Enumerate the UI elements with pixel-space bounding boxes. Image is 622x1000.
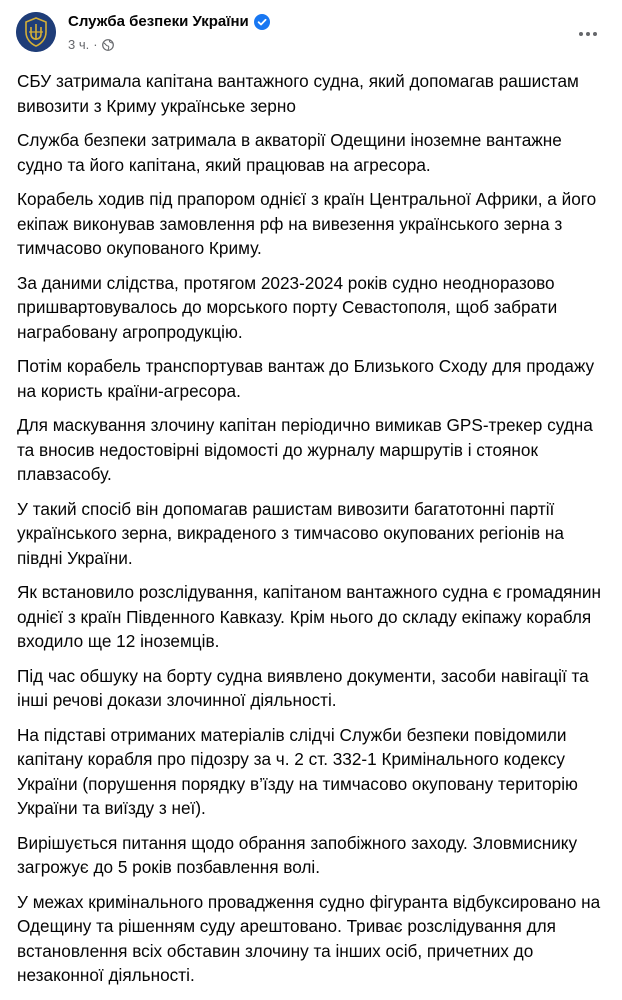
post-paragraph: На підставі отриманих матеріалів слідчі Служби безпеки повідомили капітану корабля про підозру за ч. 2 ст. 332-1 Кримінального кодексу України (порушення порядку в’їзду на тимчасово окуповану територію України та виїзду з неї).	[17, 724, 578, 818]
globe-icon	[102, 39, 114, 51]
post-body	[17, 69, 607, 998]
post-paragraph: Служба безпеки затримала в акваторії Одещини іноземне вантажне судно та його капітана, який працював на агресора.	[17, 130, 562, 175]
post-paragraph: У межах кримінального провадження судно фігуранта відбуксировано на Одещину та рішенням суду арештовано. Триває розслідування для встановлення всіх обставин злочину та інших осіб, причетних до незаконної діяльності.	[17, 891, 601, 985]
post-paragraph: Як встановило розслідування, капітаном вантажного судна є громадянин однієї з країн Південного Кавказу. Крім нього до складу екіпажу корабля входило ще 12 іноземців.	[17, 582, 601, 651]
post-timestamp[interactable]: 3 ч.	[68, 37, 90, 52]
post-meta	[68, 37, 114, 52]
more-options-dot	[586, 32, 590, 36]
post-paragraph: Потім корабель транспортував вантаж до Близького Сходу для продажу на користь країни-агресора.	[17, 356, 595, 401]
verified-badge-icon	[254, 14, 270, 30]
meta-separator: ·	[93, 37, 98, 52]
author-line	[68, 13, 270, 30]
post-paragraph: За даними слідства, протягом 2023-2024 років судно неодноразово пришвартовувалось до морського порту Севастополя, щоб забрати награбовану агропродукцію.	[17, 272, 558, 342]
more-options-dot	[593, 32, 597, 36]
more-options-button[interactable]	[570, 16, 606, 52]
post-paragraph: Вирішується питання щодо обрання запобіжного заходу. Зловмиснику загрожує до 5 років позбавлення волі.	[17, 832, 578, 877]
post-paragraph: Під час обшуку на борту судна виявлено документи, засоби навігації та інші речові докази злочинної діяльності.	[17, 665, 589, 710]
more-options-icon	[579, 32, 583, 36]
sbu-emblem-icon	[16, 12, 56, 52]
post-paragraph: Корабель ходив під прапором однієї з країн Центральної Африки, а його екіпаж виконував замовлення рф на вивезення українського зерна з тимчасово окупованого Криму.	[17, 189, 597, 258]
page-name[interactable]: Служба безпеки України	[68, 13, 249, 30]
post-header	[16, 12, 606, 60]
page-avatar[interactable]	[16, 12, 56, 52]
post-paragraph: Для маскування злочину капітан періодично вимикав GPS-трекер судна та вносив недостовірні відомості до журналу маршрутів і стоянок плавзасобу.	[17, 415, 593, 484]
post-paragraph: СБУ затримала капітана вантажного судна, який допомагав рашистам вивозити з Криму українське зерно	[17, 71, 579, 116]
post-paragraph: У такий спосіб він допомагав рашистам вивозити багатотонні партії українського зерна, викраденого з тимчасово окупованих регіонів на півдні України.	[17, 498, 564, 568]
